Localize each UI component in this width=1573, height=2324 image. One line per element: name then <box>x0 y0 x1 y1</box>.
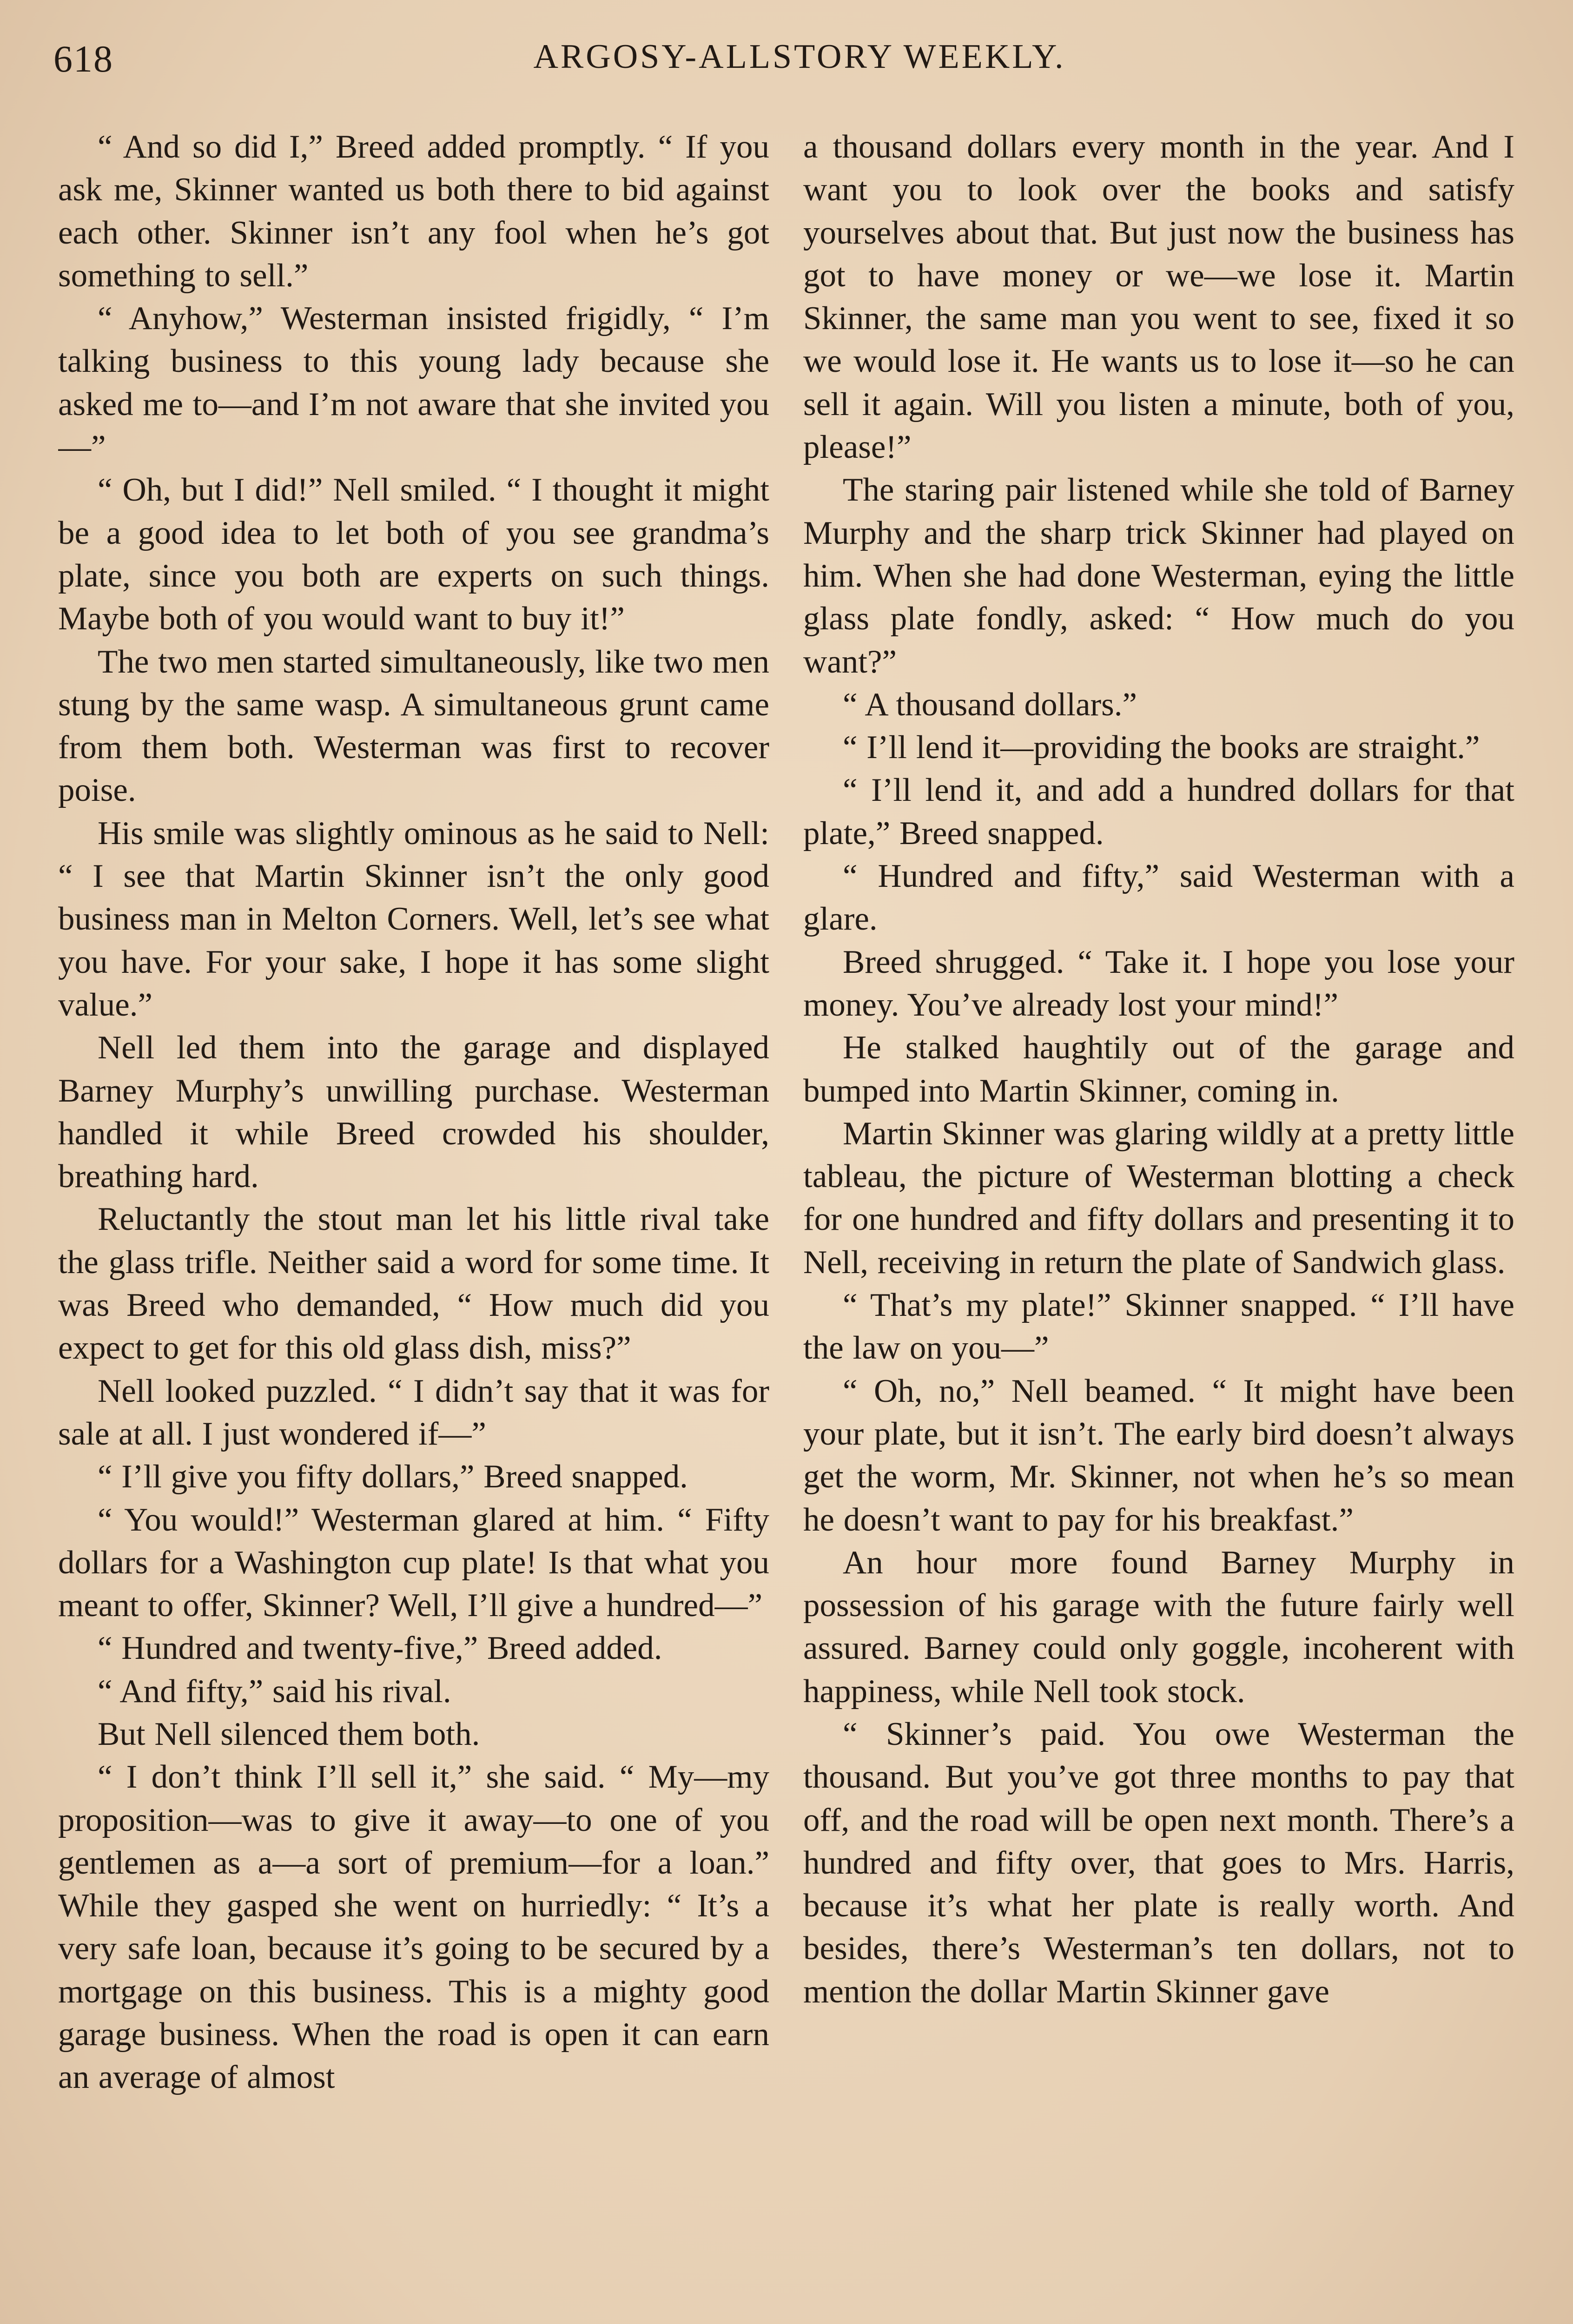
paragraph: Nell led them into the garage and displayed Barney Murphy’s unwilling purchase. Westerman handled it while Breed crowded his shoulder, breathing hard. <box>58 1030 769 1195</box>
paragraph: Breed shrugged. “ Take it. I hope you lose your money. You’ve already lost your mind!” <box>803 944 1514 1023</box>
paragraph: Reluctantly the stout man let his little rival take the glass trifle. Neither said a word for some time. It was Breed who demanded, “ How much did you expect to get for this old glass dish, miss?” <box>58 1201 769 1367</box>
paragraph: “ And fifty,” said his rival. <box>98 1673 451 1710</box>
paragraph-continued: a thousand dollars every month in the year. And I want you to look over the books and satisfy yourselves about that. But just now the business has got to have money or we—we lose it. Martin Skinner, the same man you went to see, fixed it so we would lose it. He wants us to lose it—so he can sell it again. Will you listen a minute, both of you, please!” <box>803 129 1514 466</box>
right-column <box>803 125 1514 2324</box>
left-column <box>58 125 769 2324</box>
paragraph: His smile was slightly ominous as he said to Nell: “ I see that Martin Skinner isn’t the only good business man in Melton Corners. Well, let’s see what you have. For your sake, I hope it has some slight value.” <box>58 815 769 1023</box>
paragraph: “ Skinner’s paid. You owe Westerman the thousand. But you’ve got three months to pay that off, and the road will be open next month. There’s a hundred and fifty over, that goes to Mrs. Harris, because it’s what her plate is really worth. And besides, there’s Westerman’s ten dollars, not to mention the dollar Martin Skinner gave <box>803 1716 1514 2010</box>
paragraph: “ A thousand dollars.” <box>843 686 1137 723</box>
paragraph: Martin Skinner was glaring wildly at a pretty little tableau, the picture of Westerman blotting a check for one hundred and fifty dollars and presenting it to Nell, receiving in return the plate of Sandwich glass. <box>803 1115 1514 1281</box>
paragraph: “ And so did I,” Breed added promptly. “ If you ask me, Skinner wanted us both there to bid against each other. Skinner isn’t any fool when he’s got something to sell.” <box>58 129 769 294</box>
paragraph: “ I’ll give you fifty dollars,” Breed snapped. <box>98 1459 688 1495</box>
page-header <box>53 37 1508 98</box>
paragraph: He stalked haughtily out of the garage and bumped into Martin Skinner, coming in. <box>803 1030 1514 1109</box>
paragraph: An hour more found Barney Murphy in possession of his garage with the future fairly well assured. Barney could only goggle, incoherent with happiness, while Nell took stock. <box>803 1544 1514 1710</box>
running-head: ARGOSY-ALLSTORY WEEKLY. <box>533 38 1066 76</box>
paragraph: “ Oh, but I did!” Nell smiled. “ I thought it might be a good idea to let both of you see grandma’s plate, since you both are experts on such things. Maybe both of you would want to buy it!” <box>58 472 769 637</box>
paragraph: “ You would!” Westerman glared at him. “ Fifty dollars for a Washington cup plate! Is that what you meant to offer, Skinner? Well, I’ll give a hundred—” <box>58 1501 769 1624</box>
paragraph: “ Anyhow,” Westerman insisted frigidly, “ I’m talking business to this young lady because she asked me to—and I’m not aware that she invited you—” <box>58 300 769 466</box>
page-number: 618 <box>53 38 113 80</box>
paragraph: “ Hundred and twenty-five,” Breed added. <box>98 1630 662 1667</box>
paragraph: “ Hundred and fifty,” said Westerman with a glare. <box>803 858 1514 938</box>
paragraph: “ I’ll lend it, and add a hundred dollars for that plate,” Breed snapped. <box>803 772 1514 852</box>
paragraph: “ I’ll lend it—providing the books are straight.” <box>843 729 1480 766</box>
paragraph: But Nell silenced them both. <box>98 1716 480 1752</box>
paragraph: The two men started simultaneously, like two men stung by the same wasp. A simultaneous grunt came from them both. Westerman was first to recover poise. <box>58 643 769 809</box>
paragraph: Nell looked puzzled. “ I didn’t say that it was for sale at all. I just wondered if—” <box>58 1373 769 1452</box>
paragraph: The staring pair listened while she told of Barney Murphy and the sharp trick Skinner had played on him. When she had done Westerman, eying the little glass plate fondly, asked: “ How much do you want?” <box>803 472 1514 680</box>
paragraph: “ I don’t think I’ll sell it,” she said. “ My—my proposition—was to give it away—to one of you gentlemen as a—a sort of premium—for a loan.” While they gasped she went on hurriedly: “ It’s a very safe loan, because it’s going to be secured by a mortgage on this business. This is a mighty good garage business. When the road is open it can earn an average of almost <box>58 1759 769 2096</box>
paragraph: “ Oh, no,” Nell beamed. “ It might have been your plate, but it isn’t. The early bird doesn’t always get the worm, Mr. Skinner, not when he’s so mean he doesn’t want to pay for his breakfast.” <box>803 1373 1514 1538</box>
paragraph: “ That’s my plate!” Skinner snapped. “ I’ll have the law on you—” <box>803 1287 1514 1367</box>
